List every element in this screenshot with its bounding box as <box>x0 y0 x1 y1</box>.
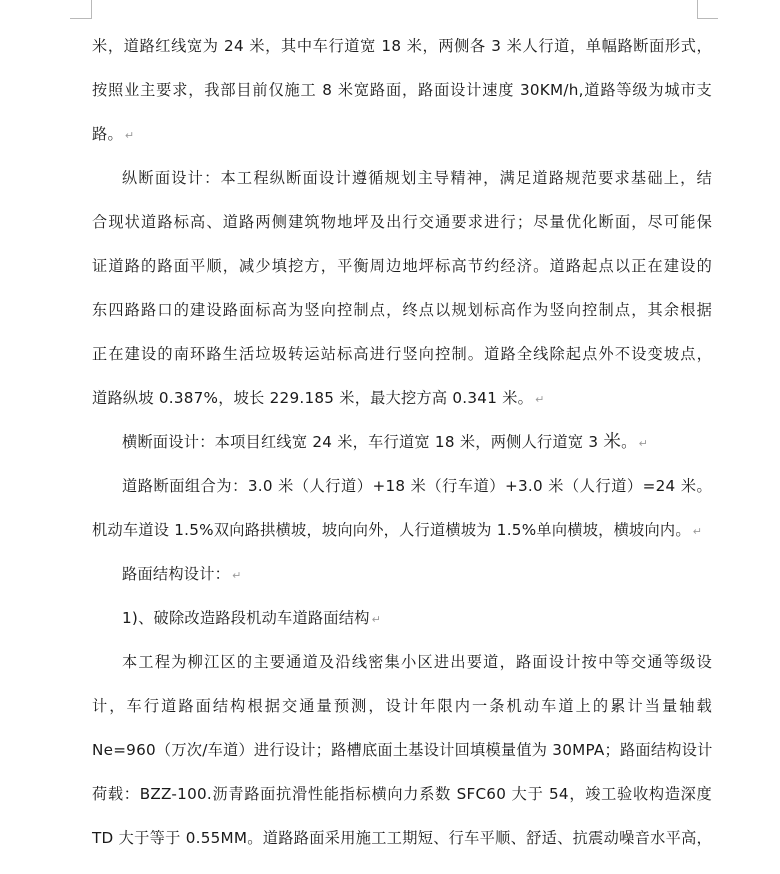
text-line: 米，道路红线宽为 24 米，其中车行道宽 18 米，两侧各 3 米人行道，单幅路断面形式， <box>92 37 712 55</box>
text-line: 机动车道设 1.5%双向路拱横坡，坡向向外，人行道横坡为 1.5%单向横坡，横坡向内。 ↵ <box>92 521 703 539</box>
text-line: 道路断面组合为：3.0 米（人行道）+18 米（行车道）+3.0 米（人行道）=24 米。 <box>122 477 712 495</box>
text-line: 道路纵坡 0.387%，坡长 229.185 米，最大挖方高 0.341 米。 ↵ <box>92 389 545 407</box>
text-line: 合现状道路标高、道路两侧建筑物地坪及出行交通要求进行；尽量优化断面，尽可能保 <box>92 213 712 231</box>
section-heading: 路面结构设计： ↵ <box>122 565 242 583</box>
text-line: Ne=960（万次/车道）进行设计；路槽底面土基设计回填模量值为 30MPA；路面结构设计 <box>92 741 713 759</box>
text-line: 证道路的路面平顺，减少填挖方，平衡周边地坪标高节约经济。道路起点以正在建设的 <box>92 257 712 275</box>
text-line: 纵断面设计：本工程纵断面设计遵循规划主导精神，满足道路规范要求基础上，结 <box>122 169 712 187</box>
text-line: 计，车行道路面结构根据交通量预测，设计年限内一条机动车道上的累计当量轴载 <box>92 697 712 715</box>
paragraph-mark: ↵ <box>535 393 545 406</box>
text-line: 按照业主要求，我部目前仅施工 8 米宽路面，路面设计速度 30KM/h,道路等级为城市支 <box>92 81 712 99</box>
text-line: 路。 ↵ <box>92 125 135 143</box>
paragraph-mark: ↵ <box>124 129 135 142</box>
text-line: 本工程为柳江区的主要通道及沿线密集小区进出要道，路面设计按中等交通等级设 <box>122 653 712 671</box>
paragraph-mark: ↵ <box>371 613 382 626</box>
text-line: 横断面设计：本项目红线宽 24 米，车行道宽 18 米，两侧人行道宽 3 米。 ↵ <box>122 432 649 452</box>
text-line: 荷载：BZZ-100.沥青路面抗滑性能指标横向力系数 SFC60 大于 54，竣工验收构造深度 <box>92 785 712 803</box>
text-line: TD 大于等于 0.55MM。道路路面采用施工工期短、行车平顺、舒适、抗震动噪音水平高， <box>92 829 712 847</box>
text-line: 东四路路口的建设路面标高为竖向控制点，终点以规划标高作为竖向控制点，其余根据 <box>92 301 712 319</box>
subsection-heading: 1)、破除改造路段机动车道路面结构 ↵ <box>122 609 382 627</box>
paragraph-mark: ↵ <box>232 569 242 582</box>
text-line: 正在建设的南环路生活垃圾转运站标高进行竖向控制。道路全线除起点外不设变坡点， <box>92 345 712 363</box>
page-corner-mark-right <box>697 0 718 19</box>
paragraph-mark: ↵ <box>692 525 703 538</box>
page-corner-mark-left <box>70 0 92 19</box>
paragraph-mark: ↵ <box>638 437 649 450</box>
